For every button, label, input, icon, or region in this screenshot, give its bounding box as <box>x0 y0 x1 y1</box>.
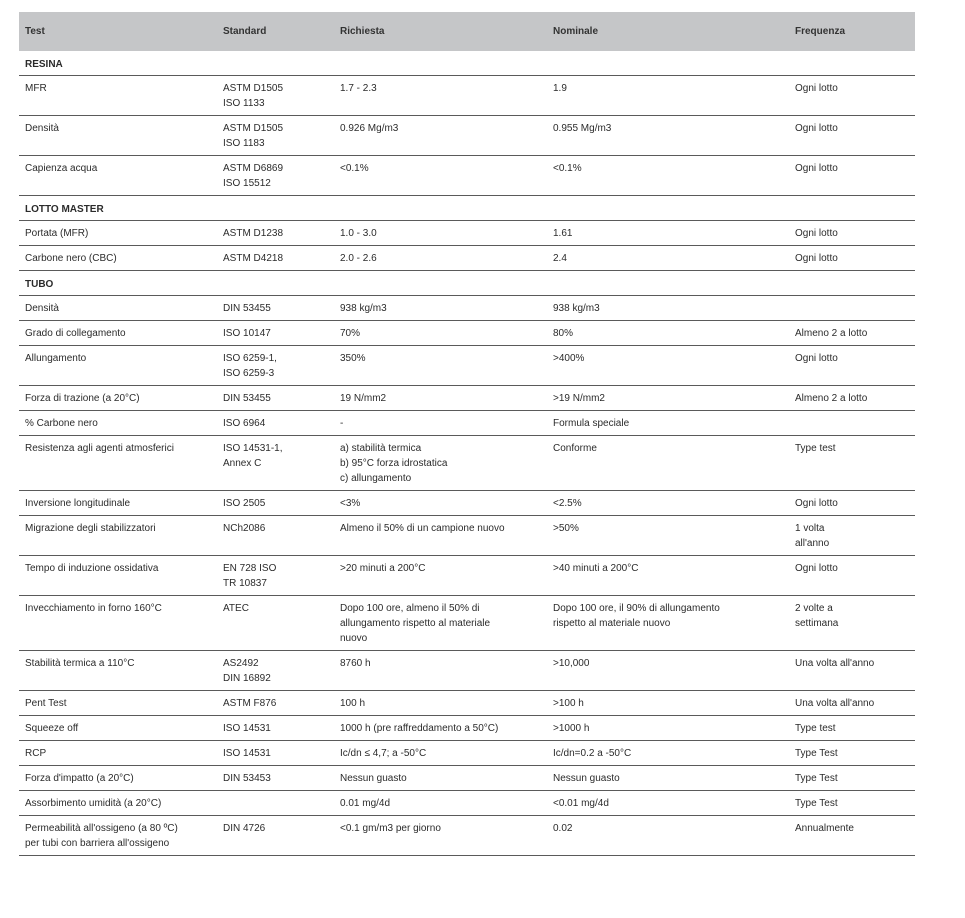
test-text: Forza di trazione (a 20°C) <box>25 393 140 404</box>
cell-frequenza <box>789 346 915 386</box>
nominale-text: >1000 h <box>553 723 590 734</box>
cell-test <box>19 411 217 436</box>
cell-standard <box>217 556 334 596</box>
table-row <box>19 156 915 196</box>
section-row <box>19 51 915 76</box>
test-text: Stabilità termica a 110°C <box>25 658 135 669</box>
table-row <box>19 651 915 691</box>
cell-frequenza <box>789 716 915 741</box>
frequenza-text: Type test <box>795 723 836 734</box>
section-row <box>19 196 915 221</box>
test-text: Inversione longitudinale <box>25 498 131 509</box>
test-text: Portata (MFR) <box>25 228 89 239</box>
richiesta-text: 1.7 - 2.3 <box>340 83 377 94</box>
richiesta-text: c) allungamento <box>340 473 412 484</box>
cell-richiesta <box>334 766 547 791</box>
nominale-text: 938 kg/m3 <box>553 303 600 314</box>
cell-standard <box>217 716 334 741</box>
cell-frequenza <box>789 816 915 856</box>
table-row <box>19 221 915 246</box>
cell-test <box>19 221 217 246</box>
frequenza-text: 2 volte a <box>795 603 833 614</box>
richiesta-text: 19 N/mm2 <box>340 393 387 404</box>
nominale-text: Formula speciale <box>553 418 630 429</box>
cell-standard <box>217 76 334 116</box>
test-text: Invecchiamento in forno 160°C <box>25 603 162 614</box>
header-richiesta: Richiesta <box>334 12 547 51</box>
header-test: Test <box>19 12 217 51</box>
frequenza-text: Ogni lotto <box>795 353 838 364</box>
frequenza-text: Una volta all'anno <box>795 698 875 709</box>
cell-standard <box>217 436 334 491</box>
cell-frequenza <box>789 156 915 196</box>
cell-test <box>19 386 217 411</box>
richiesta-text: b) 95°C forza idrostatica <box>340 458 448 469</box>
test-text: % Carbone nero <box>25 418 98 429</box>
nominale-text: >40 minuti a 200°C <box>553 563 639 574</box>
spec-document <box>19 12 915 856</box>
nominale-text: 1.61 <box>553 228 573 239</box>
frequenza-text: settimana <box>795 618 839 629</box>
cell-nominale <box>547 491 789 516</box>
nominale-text: Dopo 100 ore, il 90% di allungamento <box>553 603 720 614</box>
cell-richiesta <box>334 116 547 156</box>
cell-richiesta <box>334 346 547 386</box>
frequenza-text: Almeno 2 a lotto <box>795 393 868 404</box>
cell-test <box>19 116 217 156</box>
cell-test <box>19 691 217 716</box>
test-text: MFR <box>25 83 47 94</box>
test-text: Capienza acqua <box>25 163 98 174</box>
cell-frequenza <box>789 491 915 516</box>
cell-test <box>19 516 217 556</box>
test-table <box>19 12 915 856</box>
cell-standard <box>217 491 334 516</box>
cell-richiesta <box>334 221 547 246</box>
cell-richiesta <box>334 386 547 411</box>
cell-standard <box>217 816 334 856</box>
cell-nominale <box>547 411 789 436</box>
richiesta-text: Dopo 100 ore, almeno il 50% di <box>340 603 480 614</box>
cell-nominale <box>547 516 789 556</box>
cell-test <box>19 346 217 386</box>
frequenza-text: Type Test <box>795 748 838 759</box>
test-text: Grado di collegamento <box>25 328 126 339</box>
cell-nominale <box>547 346 789 386</box>
cell-richiesta <box>334 716 547 741</box>
richiesta-text: >20 minuti a 200°C <box>340 563 426 574</box>
frequenza-text: Almeno 2 a lotto <box>795 328 868 339</box>
header-frequenza: Frequenza <box>789 12 915 51</box>
cell-nominale <box>547 436 789 491</box>
frequenza-text: Ogni lotto <box>795 123 838 134</box>
standard-text: DIN 53455 <box>223 303 271 314</box>
richiesta-text: 2.0 - 2.6 <box>340 253 377 264</box>
cell-nominale <box>547 386 789 411</box>
cell-test <box>19 76 217 116</box>
standard-text: ISO 1183 <box>223 138 265 149</box>
test-text: Densità <box>25 303 59 314</box>
table-row <box>19 296 915 321</box>
standard-text: TR 10837 <box>223 578 267 589</box>
cell-nominale <box>547 766 789 791</box>
cell-frequenza <box>789 436 915 491</box>
standard-text: ISO 6259-3 <box>223 368 275 379</box>
cell-richiesta <box>334 651 547 691</box>
cell-standard <box>217 221 334 246</box>
cell-test <box>19 246 217 271</box>
nominale-text: Ic/dn=0.2 a -50°C <box>553 748 632 759</box>
cell-richiesta <box>334 791 547 816</box>
cell-nominale <box>547 76 789 116</box>
cell-frequenza <box>789 296 915 321</box>
cell-frequenza <box>789 321 915 346</box>
header-row <box>19 12 915 51</box>
cell-standard <box>217 321 334 346</box>
nominale-text: 80% <box>553 328 574 339</box>
cell-standard <box>217 346 334 386</box>
table-row <box>19 556 915 596</box>
cell-test <box>19 491 217 516</box>
cell-richiesta <box>334 76 547 116</box>
cell-richiesta <box>334 411 547 436</box>
richiesta-text: <0.1% <box>340 163 369 174</box>
table-body <box>19 51 915 856</box>
table-row <box>19 411 915 436</box>
cell-frequenza <box>789 516 915 556</box>
richiesta-text: - <box>340 418 344 429</box>
cell-nominale <box>547 556 789 596</box>
standard-text: ISO 6259-1, <box>223 353 277 364</box>
cell-richiesta <box>334 691 547 716</box>
frequenza-text: Ogni lotto <box>795 163 838 174</box>
standard-text: ISO 14531 <box>223 723 271 734</box>
cell-standard <box>217 766 334 791</box>
cell-standard <box>217 691 334 716</box>
richiesta-text: 1000 h (pre raffreddamento a 50°C) <box>340 723 499 734</box>
cell-richiesta <box>334 156 547 196</box>
cell-standard <box>217 596 334 651</box>
cell-standard <box>217 741 334 766</box>
frequenza-text: Ogni lotto <box>795 83 838 94</box>
frequenza-text: Ogni lotto <box>795 253 838 264</box>
nominale-text: Conforme <box>553 443 597 454</box>
table-row <box>19 741 915 766</box>
standard-text: ISO 14531 <box>223 748 271 759</box>
richiesta-text: Nessun guasto <box>340 773 407 784</box>
standard-text: ASTM F876 <box>223 698 277 709</box>
cell-frequenza <box>789 556 915 596</box>
test-text: Permeabilità all'ossigeno (a 80 ºC) <box>25 823 178 834</box>
nominale-text: Nessun guasto <box>553 773 620 784</box>
richiesta-text: 938 kg/m3 <box>340 303 387 314</box>
nominale-text: >100 h <box>553 698 584 709</box>
section-title: LOTTO MASTER <box>19 196 915 221</box>
richiesta-text: Almeno il 50% di un campione nuovo <box>340 523 505 534</box>
cell-test <box>19 596 217 651</box>
frequenza-text: Type Test <box>795 773 838 784</box>
richiesta-text: 8760 h <box>340 658 371 669</box>
richiesta-text: Ic/dn ≤ 4,7; a -50°C <box>340 748 427 759</box>
table-row <box>19 116 915 156</box>
nominale-text: <0.01 mg/4d <box>553 798 609 809</box>
nominale-text: 2.4 <box>553 253 567 264</box>
table-row <box>19 76 915 116</box>
table-row <box>19 246 915 271</box>
table-row <box>19 596 915 651</box>
cell-nominale <box>547 691 789 716</box>
cell-richiesta <box>334 321 547 346</box>
test-text: Allungamento <box>25 353 87 364</box>
standard-text: AS2492 <box>223 658 259 669</box>
richiesta-text: allungamento rispetto al materiale <box>340 618 491 629</box>
cell-test <box>19 321 217 346</box>
cell-richiesta <box>334 741 547 766</box>
cell-test <box>19 556 217 596</box>
cell-test <box>19 716 217 741</box>
standard-text: ISO 6964 <box>223 418 266 429</box>
cell-standard <box>217 246 334 271</box>
cell-nominale <box>547 116 789 156</box>
nominale-text: rispetto al materiale nuovo <box>553 618 671 629</box>
standard-text: DIN 53455 <box>223 393 271 404</box>
cell-standard <box>217 296 334 321</box>
frequenza-text: Ogni lotto <box>795 563 838 574</box>
cell-test <box>19 741 217 766</box>
richiesta-text: 1.0 - 3.0 <box>340 228 377 239</box>
cell-nominale <box>547 321 789 346</box>
cell-frequenza <box>789 791 915 816</box>
cell-richiesta <box>334 436 547 491</box>
cell-nominale <box>547 156 789 196</box>
standard-text: ATEC <box>223 603 249 614</box>
standard-text: DIN 4726 <box>223 823 266 834</box>
cell-richiesta <box>334 296 547 321</box>
cell-standard <box>217 386 334 411</box>
test-text: Squeeze off <box>25 723 79 734</box>
cell-test <box>19 791 217 816</box>
table-row <box>19 791 915 816</box>
nominale-text: >400% <box>553 353 585 364</box>
cell-standard <box>217 156 334 196</box>
frequenza-text: Ogni lotto <box>795 498 838 509</box>
cell-frequenza <box>789 76 915 116</box>
richiesta-text: 100 h <box>340 698 366 709</box>
cell-standard <box>217 791 334 816</box>
frequenza-text: all'anno <box>795 538 830 549</box>
table-header <box>19 12 915 51</box>
richiesta-text: 0.01 mg/4d <box>340 798 391 809</box>
test-text: Densità <box>25 123 59 134</box>
cell-frequenza <box>789 691 915 716</box>
richiesta-text: <0.1 gm/m3 per giorno <box>340 823 441 834</box>
richiesta-text: 70% <box>340 328 361 339</box>
nominale-text: >10,000 <box>553 658 590 669</box>
table-row <box>19 691 915 716</box>
cell-nominale <box>547 816 789 856</box>
frequenza-text: Una volta all'anno <box>795 658 875 669</box>
header-standard: Standard <box>217 12 334 51</box>
table-row <box>19 816 915 856</box>
cell-test <box>19 766 217 791</box>
cell-frequenza <box>789 596 915 651</box>
standard-text: ISO 2505 <box>223 498 266 509</box>
richiesta-text: <3% <box>340 498 361 509</box>
standard-text: ASTM D1505 <box>223 83 284 94</box>
cell-frequenza <box>789 741 915 766</box>
frequenza-text: Type test <box>795 443 836 454</box>
cell-test <box>19 156 217 196</box>
cell-nominale <box>547 596 789 651</box>
cell-test <box>19 296 217 321</box>
cell-richiesta <box>334 246 547 271</box>
cell-nominale <box>547 246 789 271</box>
cell-standard <box>217 516 334 556</box>
test-text: Assorbimento umidità (a 20°C) <box>25 798 162 809</box>
standard-text: ISO 15512 <box>223 178 271 189</box>
section-title: RESINA <box>19 51 915 76</box>
nominale-text: 0.02 <box>553 823 573 834</box>
frequenza-text: Ogni lotto <box>795 228 838 239</box>
standard-text: DIN 16892 <box>223 673 271 684</box>
header-nominale: Nominale <box>547 12 789 51</box>
cell-richiesta <box>334 596 547 651</box>
cell-frequenza <box>789 386 915 411</box>
cell-standard <box>217 651 334 691</box>
table-row <box>19 516 915 556</box>
standard-text: ASTM D4218 <box>223 253 284 264</box>
cell-test <box>19 651 217 691</box>
nominale-text: 0.955 Mg/m3 <box>553 123 612 134</box>
table-row <box>19 491 915 516</box>
standard-text: ASTM D1238 <box>223 228 284 239</box>
cell-nominale <box>547 651 789 691</box>
richiesta-text: nuovo <box>340 633 368 644</box>
frequenza-text: Annualmente <box>795 823 854 834</box>
standard-text: ISO 10147 <box>223 328 271 339</box>
cell-nominale <box>547 296 789 321</box>
richiesta-text: 0.926 Mg/m3 <box>340 123 399 134</box>
test-text: Carbone nero (CBC) <box>25 253 117 264</box>
cell-nominale <box>547 741 789 766</box>
section-row <box>19 271 915 296</box>
table-row <box>19 346 915 386</box>
test-text: Forza d'impatto (a 20°C) <box>25 773 134 784</box>
test-text: Tempo di induzione ossidativa <box>25 563 159 574</box>
nominale-text: >19 N/mm2 <box>553 393 605 404</box>
frequenza-text: Type Test <box>795 798 838 809</box>
richiesta-text: 350% <box>340 353 366 364</box>
cell-frequenza <box>789 221 915 246</box>
standard-text: ASTM D1505 <box>223 123 284 134</box>
cell-test <box>19 816 217 856</box>
cell-richiesta <box>334 556 547 596</box>
cell-richiesta <box>334 816 547 856</box>
test-text: RCP <box>25 748 47 759</box>
cell-frequenza <box>789 651 915 691</box>
test-text: Migrazione degli stabilizzatori <box>25 523 156 534</box>
nominale-text: >50% <box>553 523 579 534</box>
table-row <box>19 321 915 346</box>
standard-text: DIN 53453 <box>223 773 271 784</box>
standard-text: ISO 1133 <box>223 98 265 109</box>
test-text: per tubi con barriera all'ossigeno <box>25 838 170 849</box>
standard-text: NCh2086 <box>223 523 266 534</box>
table-row <box>19 436 915 491</box>
standard-text: ISO 14531-1, <box>223 443 283 454</box>
standard-text: ASTM D6869 <box>223 163 284 174</box>
cell-richiesta <box>334 491 547 516</box>
cell-frequenza <box>789 246 915 271</box>
cell-nominale <box>547 791 789 816</box>
cell-standard <box>217 116 334 156</box>
cell-test <box>19 436 217 491</box>
test-text: Resistenza agli agenti atmosferici <box>25 443 174 454</box>
nominale-text: <0.1% <box>553 163 582 174</box>
table-row <box>19 386 915 411</box>
cell-nominale <box>547 716 789 741</box>
standard-text: Annex C <box>223 458 262 469</box>
cell-frequenza <box>789 766 915 791</box>
section-title: TUBO <box>19 271 915 296</box>
cell-standard <box>217 411 334 436</box>
cell-nominale <box>547 221 789 246</box>
nominale-text: 1.9 <box>553 83 567 94</box>
cell-frequenza <box>789 116 915 156</box>
test-text: Pent Test <box>25 698 67 709</box>
table-row <box>19 716 915 741</box>
richiesta-text: a) stabilità termica <box>340 443 422 454</box>
frequenza-text: 1 volta <box>795 523 825 534</box>
table-row <box>19 766 915 791</box>
cell-frequenza <box>789 411 915 436</box>
standard-text: EN 728 ISO <box>223 563 277 574</box>
cell-richiesta <box>334 516 547 556</box>
nominale-text: <2.5% <box>553 498 582 509</box>
